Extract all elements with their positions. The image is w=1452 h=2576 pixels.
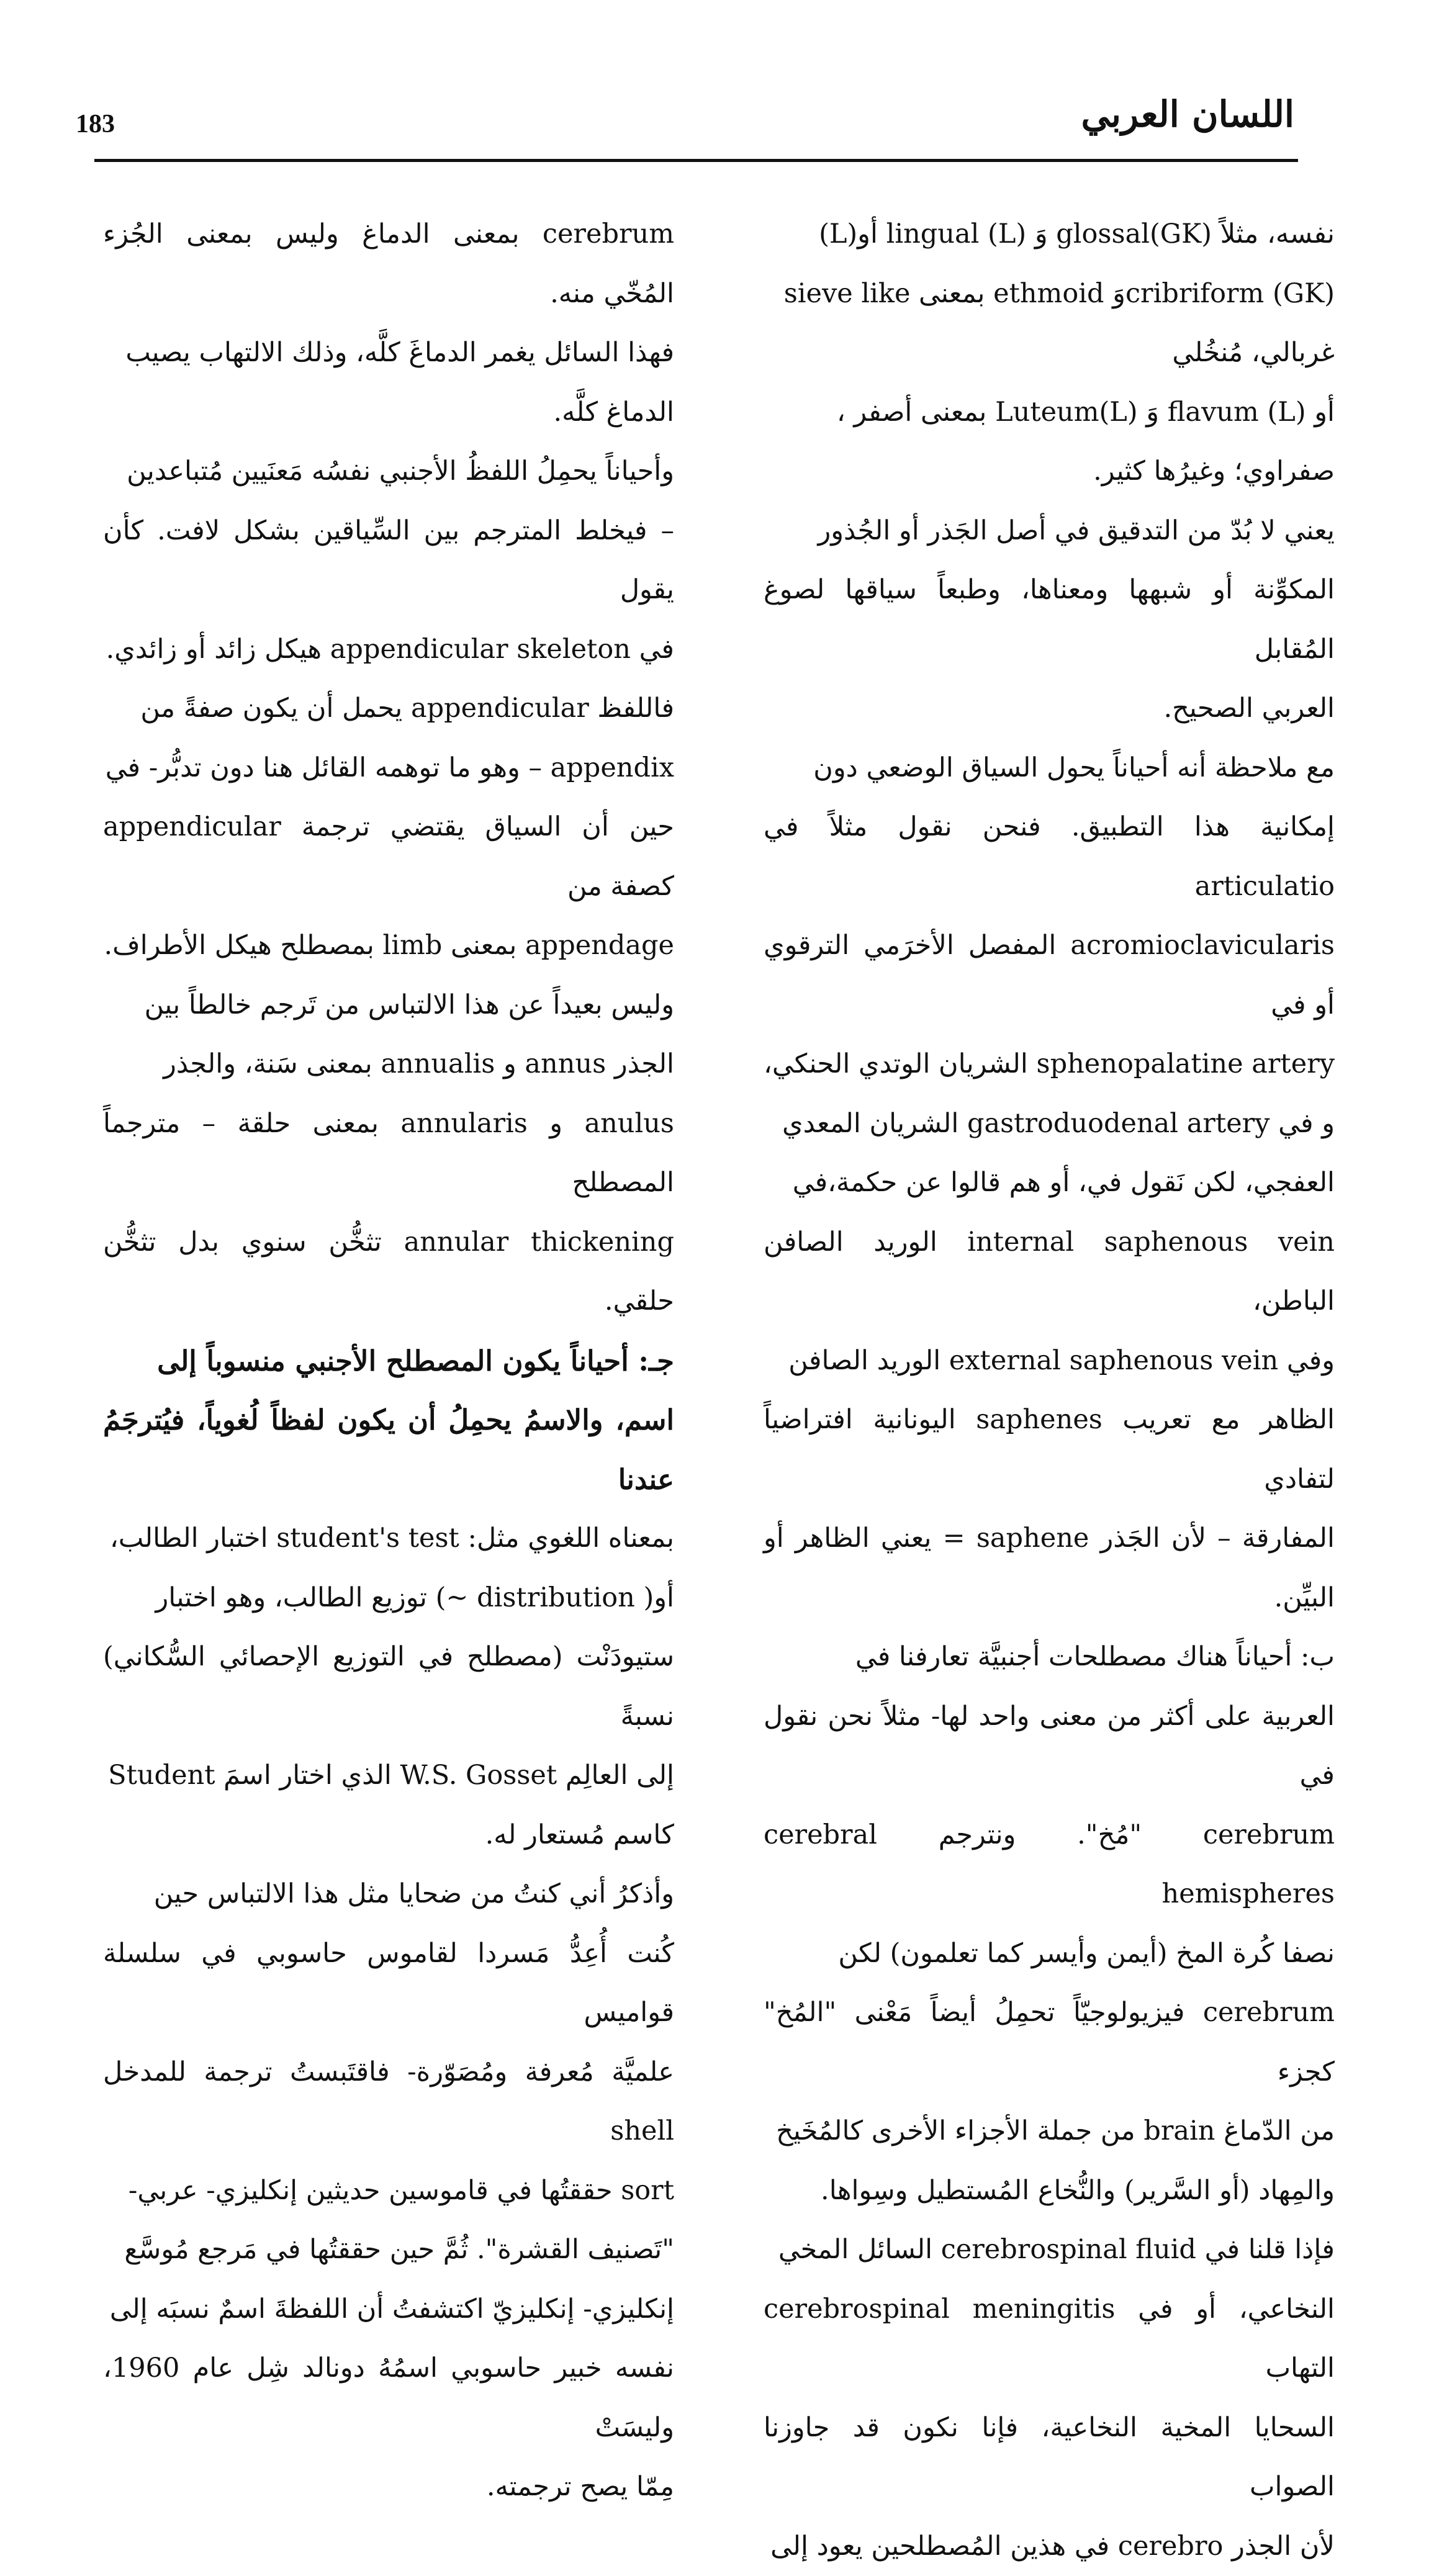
text-line: العربية على أكثر من معنى واحد لها- مثلاً نحن نقول في <box>764 1687 1335 1806</box>
text-line: وأذكرُ أني كنتُ من ضحايا مثل هذا الالتباس حين <box>103 1865 674 1924</box>
text-line: العفجي، لكن نَقول في، أو هم قالوا عن حكمة،في <box>764 1153 1335 1213</box>
text-line: cerebrum بمعنى الدماغ وليس بمعنى الجُزء المُخّي منه. <box>103 205 674 323</box>
text-line: إمكانية هذا التطبيق. فنحن نقول مثلاً في articulatio <box>764 798 1335 916</box>
text-line: sphenopalatine artery الشريان الوتدي الحنكي، <box>764 1035 1335 1094</box>
journal-title: اللسان العربي <box>1081 93 1294 135</box>
text-line: في appendicular skeleton هيكل زائد أو زائدي. <box>103 620 674 680</box>
text-line: إنكليزي- إنكليزيّ اكتشفتُ أن اللفظةَ اسمٌ نسبَه إلى <box>103 2280 674 2340</box>
page-number: 183 <box>76 109 115 139</box>
text-line: internal saphenous vein الوريد الصافن الباطن، <box>764 1213 1335 1331</box>
text-line: annular thickening تثخُّن سنوي بدل تثخُّن حلقي. <box>103 1213 674 1331</box>
text-line: لأن الجذر cerebro في هذين المُصطلحين يعود إلى <box>764 2517 1335 2576</box>
text-line: "تَصنيف القشرة". ثُمَّ حين حققتُها في مَرجع مُوسَّع <box>103 2220 674 2280</box>
text-line: وأحياناً يحمِلُ اللفظُ الأجنبي نفسُه مَعنَيين مُتباعدين <box>103 442 674 502</box>
text-line: فهذا السائل يغمر الدماغَ كلَّه، وذلك الالتهاب يصيب <box>103 323 674 383</box>
left-column <box>103 205 674 2517</box>
text-line: نفسه، مثلاً glossal(GK) وَ lingual (L) أو(L) <box>764 205 1335 264</box>
text-line: كاسم مُستعار له. <box>103 1806 674 1865</box>
header-rule <box>94 159 1298 162</box>
text-line: مع ملاحظة أنه أحياناً يحول السياق الوضعي دون <box>764 739 1335 798</box>
text-line: appendix – وهو ما توهمه القائل هنا دون تدبُّر- في <box>103 739 674 798</box>
text-line: sort حققتُها في قاموسين حديثين إنكليزي- عربي- <box>103 2161 674 2221</box>
text-line: فاللفظ appendicular يحمل أن يكون صفةً من <box>103 679 674 739</box>
text-line: أو flavum (L) وَ Luteum(L) بمعنى أصفر ، <box>764 383 1335 443</box>
text-line: المفارقة – لأن الجَذر saphene = يعني الظاهر أو البيِّن. <box>764 1509 1335 1628</box>
text-line: appendage بمعنى limb بمصطلح هيكل الأطراف. <box>103 916 674 976</box>
text-line: المكوِّنة أو شبهها ومعناها، وطبعاً سياقها لصوغ المُقابل <box>764 561 1335 679</box>
text-line: ستيودَنْت (مصطلح في التوزيع الإحصائي السُّكاني) نسبةً <box>103 1628 674 1746</box>
text-line: ب: أحياناً هناك مصطلحات أجنبيَّة تعارفنا في <box>764 1628 1335 1687</box>
text-line: إلى العالِم W.S. Gosset الذي اختار اسمَ Student <box>103 1746 674 1806</box>
text-line: يعني لا بُدّ من التدقيق في أصل الجَذر أو الجُذور <box>764 502 1335 561</box>
text-line: مِمّا يصح ترجمته. <box>103 2457 674 2517</box>
text-line: من الدّماغ brain من جملة الأجزاء الأخرى كالمُخَيخ <box>764 2102 1335 2161</box>
text-line: أو( distribution ~) توزيع الطالب، وهو اختبار <box>103 1569 674 1628</box>
text-line: علميَّة مُعرفة ومُصَوّرة- فاقتَبستُ ترجمة للمدخل shell <box>103 2043 674 2161</box>
text-line: غربالي، مُنخُلي <box>764 323 1335 383</box>
text-line: الجذر annus و annualis بمعنى سَنة، والجذر <box>103 1035 674 1094</box>
text-line: بمعناه اللغوي مثل: student's test اختبار الطالب، <box>103 1509 674 1569</box>
text-line: الدماغ كلَّه. <box>103 383 674 443</box>
text-line: الظاهر مع تعريب saphenes اليونانية افتراضياً لتفادي <box>764 1390 1335 1509</box>
text-line: وليس بعيداً عن هذا الالتباس من تَرجم خالطاً بين <box>103 976 674 1035</box>
text-line: كُنت أُعِدُّ مَسردا لقاموس حاسوبي في سلسلة قواميس <box>103 1924 674 2043</box>
right-column <box>764 205 1335 2576</box>
text-line: فإذا قلنا في cerebrospinal fluid السائل المخي <box>764 2220 1335 2280</box>
section-heading-line: اسم، والاسمُ يحمِلُ أن يكون لفظاً لُغوياً، فيُترجَمُ عندنا <box>103 1390 674 1509</box>
text-line: النخاعي، أو في cerebrospinal meningitis التهاب <box>764 2280 1335 2398</box>
text-line: نصفا كُرة المخ (أيمن وأيسر كما تعلمون) لكن <box>764 1924 1335 1984</box>
text-line: والمِهاد (أو السَّرير) والنُّخاع المُستطيل وسِواها. <box>764 2161 1335 2221</box>
text-line: و في gastroduodenal artery الشريان المعدي <box>764 1094 1335 1154</box>
text-line: acromioclavicularis المفصل الأخرَمي الترقوي أو في <box>764 916 1335 1035</box>
text-line: صفراوي؛ وغيرُها كثير. <box>764 442 1335 502</box>
text-line: حين أن السياق يقتضي ترجمة appendicular كصفة من <box>103 798 674 916</box>
text-line: cerebrum فيزيولوجيّاً تحمِلُ أيضاً مَعْنى "المُخ" كجزء <box>764 1983 1335 2102</box>
text-line: cerebrum "مُخ". ونترجم cerebral hemispheres <box>764 1806 1335 1924</box>
text-line: – فيخلط المترجم بين السِّياقين بشكل لافت. كأن يقول <box>103 502 674 620</box>
text-line: السحايا المخية النخاعية، فإنا نكون قد جاوزنا الصواب <box>764 2398 1335 2517</box>
text-line: cribriform (GK)وَ ethmoid بمعنى sieve like <box>764 264 1335 324</box>
text-line: وفي external saphenous vein الوريد الصافن <box>764 1331 1335 1391</box>
text-line: العربي الصحيح. <box>764 679 1335 739</box>
text-line: anulus و annularis بمعنى حلقة – مترجماً المصطلح <box>103 1094 674 1213</box>
section-heading-line: جـ: أحياناً يكون المصطلح الأجنبي منسوباً إلى <box>103 1331 674 1391</box>
text-line: نفسه خبير حاسوبي اسمُهُ دونالد شِل عام 1960، وليسَتْ <box>103 2339 674 2457</box>
